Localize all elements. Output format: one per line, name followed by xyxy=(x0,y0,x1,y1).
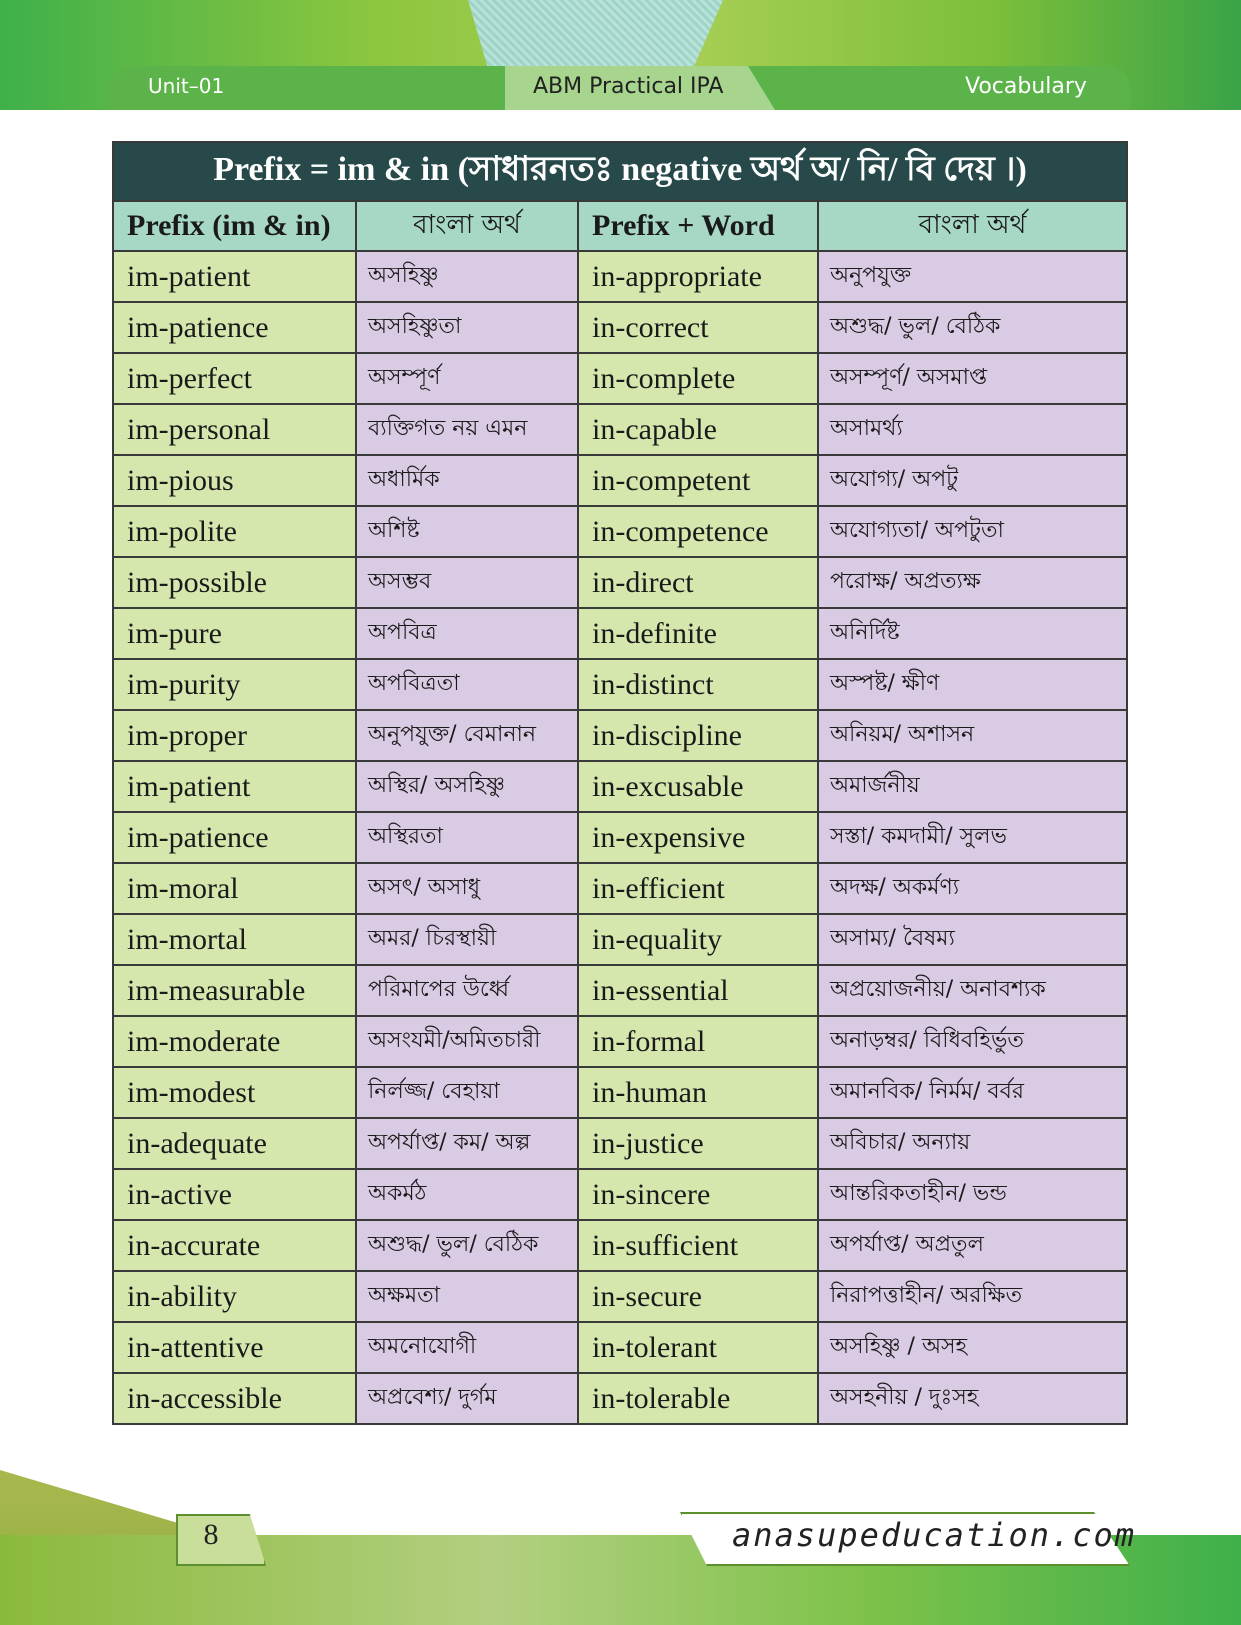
column-header-meaning: বাংলা অর্থ xyxy=(356,201,578,251)
prefix-word-cell: im-pure xyxy=(113,608,356,659)
bangla-meaning-cell: অক্ষমতা xyxy=(356,1271,578,1322)
bangla-meaning-cell: অসৎ/ অসাধু xyxy=(356,863,578,914)
prefix-word-cell-2: in-secure xyxy=(578,1271,818,1322)
bangla-meaning-cell: অধার্মিক xyxy=(356,455,578,506)
unit-label: Unit–01 xyxy=(148,74,225,98)
prefix-word-cell-2: in-formal xyxy=(578,1016,818,1067)
column-header-row xyxy=(113,201,1127,251)
website-label: anasupeducation.com xyxy=(732,1516,1137,1554)
bangla-meaning-cell: অস্থিরতা xyxy=(356,812,578,863)
bangla-meaning-cell-2: অমানবিক/ নির্মম/ বর্বর xyxy=(818,1067,1127,1118)
table-row xyxy=(113,404,1127,455)
bangla-meaning-cell-2: অসম্পূর্ণ/ অসমাপ্ত xyxy=(818,353,1127,404)
prefix-word-cell: im-measurable xyxy=(113,965,356,1016)
bangla-meaning-cell-2: অমার্জনীয় xyxy=(818,761,1127,812)
bangla-meaning-cell-2: অসহিষ্ণু / অসহ xyxy=(818,1322,1127,1373)
table-row xyxy=(113,659,1127,710)
prefix-word-cell-2: in-complete xyxy=(578,353,818,404)
prefix-word-cell-2: in-tolerant xyxy=(578,1322,818,1373)
header-decor-tab xyxy=(468,0,723,70)
bangla-meaning-cell: অস্থির/ অসহিষ্ণু xyxy=(356,761,578,812)
bangla-meaning-cell-2: পরোক্ষ/ অপ্রত্যক্ষ xyxy=(818,557,1127,608)
prefix-word-cell: in-accessible xyxy=(113,1373,356,1424)
prefix-word-cell-2: in-expensive xyxy=(578,812,818,863)
prefix-word-cell: im-purity xyxy=(113,659,356,710)
bangla-meaning-cell: অকর্মঠ xyxy=(356,1169,578,1220)
page-number: 8 xyxy=(203,1518,219,1551)
bangla-meaning-cell: অপবিত্রতা xyxy=(356,659,578,710)
table-row xyxy=(113,914,1127,965)
table-row xyxy=(113,965,1127,1016)
table-row xyxy=(113,812,1127,863)
bangla-meaning-cell-2: অপর্যাপ্ত/ অপ্রতুল xyxy=(818,1220,1127,1271)
prefix-word-cell-2: in-correct xyxy=(578,302,818,353)
bangla-meaning-cell: অসম্ভব xyxy=(356,557,578,608)
table-row xyxy=(113,863,1127,914)
vocabulary-table xyxy=(112,141,1128,1425)
prefix-word-cell: im-personal xyxy=(113,404,356,455)
table-row xyxy=(113,761,1127,812)
column-header-prefix: Prefix (im & in) xyxy=(113,201,356,251)
table-row xyxy=(113,1067,1127,1118)
bangla-meaning-cell: পরিমাপের উর্ধ্বে xyxy=(356,965,578,1016)
prefix-word-cell-2: in-essential xyxy=(578,965,818,1016)
prefix-word-cell: im-pious xyxy=(113,455,356,506)
bangla-meaning-cell-2: অসাম্য/ বৈষম্য xyxy=(818,914,1127,965)
bangla-meaning-cell-2: অনুপযুক্ত xyxy=(818,251,1127,302)
table-title: Prefix = im & in (সাধারনতঃ negative অর্থ অ/ নি/ বি দেয় ।) xyxy=(113,142,1127,201)
prefix-word-cell-2: in-tolerable xyxy=(578,1373,818,1424)
bangla-meaning-cell-2: আন্তরিকতাহীন/ ভন্ড xyxy=(818,1169,1127,1220)
prefix-word-cell: im-possible xyxy=(113,557,356,608)
bangla-meaning-cell: অসহিষ্ণু xyxy=(356,251,578,302)
prefix-word-cell: in-active xyxy=(113,1169,356,1220)
prefix-word-cell-2: in-sufficient xyxy=(578,1220,818,1271)
bangla-meaning-cell: অমনোযোগী xyxy=(356,1322,578,1373)
bangla-meaning-cell-2: অশুদ্ধ/ ভুল/ বেঠিক xyxy=(818,302,1127,353)
bangla-meaning-cell: অপ্রবেশ্য/ দুর্গম xyxy=(356,1373,578,1424)
prefix-word-cell: im-patient xyxy=(113,761,356,812)
prefix-word-cell: in-adequate xyxy=(113,1118,356,1169)
prefix-word-cell-2: in-appropriate xyxy=(578,251,818,302)
bangla-meaning-cell: অসম্পূর্ণ xyxy=(356,353,578,404)
bangla-meaning-cell: অপর্যাপ্ত/ কম/ অল্প xyxy=(356,1118,578,1169)
table-row xyxy=(113,455,1127,506)
bangla-meaning-cell: অমর/ চিরস্থায়ী xyxy=(356,914,578,965)
table-row xyxy=(113,557,1127,608)
prefix-word-cell: im-moral xyxy=(113,863,356,914)
bangla-meaning-cell: ব্যক্তিগত নয় এমন xyxy=(356,404,578,455)
bangla-meaning-cell: অসহিষ্ণুতা xyxy=(356,302,578,353)
bangla-meaning-cell-2: অযোগ্যতা/ অপটুতা xyxy=(818,506,1127,557)
prefix-word-cell-2: in-equality xyxy=(578,914,818,965)
book-title: ABM Practical IPA xyxy=(533,74,724,99)
bangla-meaning-cell: অসংযমী/অমিতচারী xyxy=(356,1016,578,1067)
bangla-meaning-cell: অশিষ্ট xyxy=(356,506,578,557)
table-body xyxy=(113,251,1127,1424)
bangla-meaning-cell: অশুদ্ধ/ ভুল/ বেঠিক xyxy=(356,1220,578,1271)
prefix-word-cell-2: in-sincere xyxy=(578,1169,818,1220)
table-row xyxy=(113,251,1127,302)
table-row xyxy=(113,353,1127,404)
bangla-meaning-cell: অনুপযুক্ত/ বেমানান xyxy=(356,710,578,761)
prefix-word-cell: im-mortal xyxy=(113,914,356,965)
bangla-meaning-cell-2: অদক্ষ/ অকর্মণ্য xyxy=(818,863,1127,914)
bangla-meaning-cell-2: অসামর্থ্য xyxy=(818,404,1127,455)
bangla-meaning-cell-2: অস্পষ্ট/ ক্ষীণ xyxy=(818,659,1127,710)
bangla-meaning-cell-2: অনিয়ম/ অশাসন xyxy=(818,710,1127,761)
prefix-word-cell-2: in-direct xyxy=(578,557,818,608)
bangla-meaning-cell-2: অসহনীয় / দুঃসহ xyxy=(818,1373,1127,1424)
prefix-word-cell: im-modest xyxy=(113,1067,356,1118)
table-row xyxy=(113,302,1127,353)
table-row xyxy=(113,608,1127,659)
bangla-meaning-cell: নির্লজ্জ/ বেহায়া xyxy=(356,1067,578,1118)
table-row xyxy=(113,506,1127,557)
prefix-word-cell-2: in-competent xyxy=(578,455,818,506)
prefix-word-cell: in-ability xyxy=(113,1271,356,1322)
prefix-word-cell: im-patience xyxy=(113,302,356,353)
prefix-word-cell: im-proper xyxy=(113,710,356,761)
table-row xyxy=(113,710,1127,761)
bangla-meaning-cell-2: অযোগ্য/ অপটু xyxy=(818,455,1127,506)
prefix-word-cell-2: in-efficient xyxy=(578,863,818,914)
table-row xyxy=(113,1271,1127,1322)
prefix-word-cell-2: in-competence xyxy=(578,506,818,557)
table-row xyxy=(113,1169,1127,1220)
prefix-word-cell-2: in-human xyxy=(578,1067,818,1118)
prefix-word-cell: in-accurate xyxy=(113,1220,356,1271)
prefix-word-cell-2: in-discipline xyxy=(578,710,818,761)
prefix-word-cell-2: in-definite xyxy=(578,608,818,659)
prefix-word-cell: im-patience xyxy=(113,812,356,863)
bangla-meaning-cell-2: অবিচার/ অন্যায় xyxy=(818,1118,1127,1169)
table-row xyxy=(113,1220,1127,1271)
prefix-word-cell-2: in-justice xyxy=(578,1118,818,1169)
bangla-meaning-cell-2: অপ্রয়োজনীয়/ অনাবশ্যক xyxy=(818,965,1127,1016)
prefix-word-cell: in-attentive xyxy=(113,1322,356,1373)
table-row xyxy=(113,1373,1127,1424)
section-label: Vocabulary xyxy=(965,74,1087,99)
bangla-meaning-cell-2: অনাড়ম্বর/ বিধিবহির্ভুত xyxy=(818,1016,1127,1067)
bangla-meaning-cell-2: সস্তা/ কমদামী/ সুলভ xyxy=(818,812,1127,863)
table-row xyxy=(113,1016,1127,1067)
bangla-meaning-cell: অপবিত্র xyxy=(356,608,578,659)
prefix-word-cell-2: in-capable xyxy=(578,404,818,455)
column-header-meaning-2: বাংলা অর্থ xyxy=(818,201,1127,251)
prefix-word-cell: im-patient xyxy=(113,251,356,302)
prefix-word-cell-2: in-distinct xyxy=(578,659,818,710)
prefix-word-cell: im-moderate xyxy=(113,1016,356,1067)
table-row xyxy=(113,1322,1127,1373)
bangla-meaning-cell-2: অনির্দিষ্ট xyxy=(818,608,1127,659)
prefix-word-cell: im-perfect xyxy=(113,353,356,404)
prefix-word-cell-2: in-excusable xyxy=(578,761,818,812)
column-header-prefix-word: Prefix + Word xyxy=(578,201,818,251)
bangla-meaning-cell-2: নিরাপত্তাহীন/ অরক্ষিত xyxy=(818,1271,1127,1322)
prefix-word-cell: im-polite xyxy=(113,506,356,557)
table-row xyxy=(113,1118,1127,1169)
